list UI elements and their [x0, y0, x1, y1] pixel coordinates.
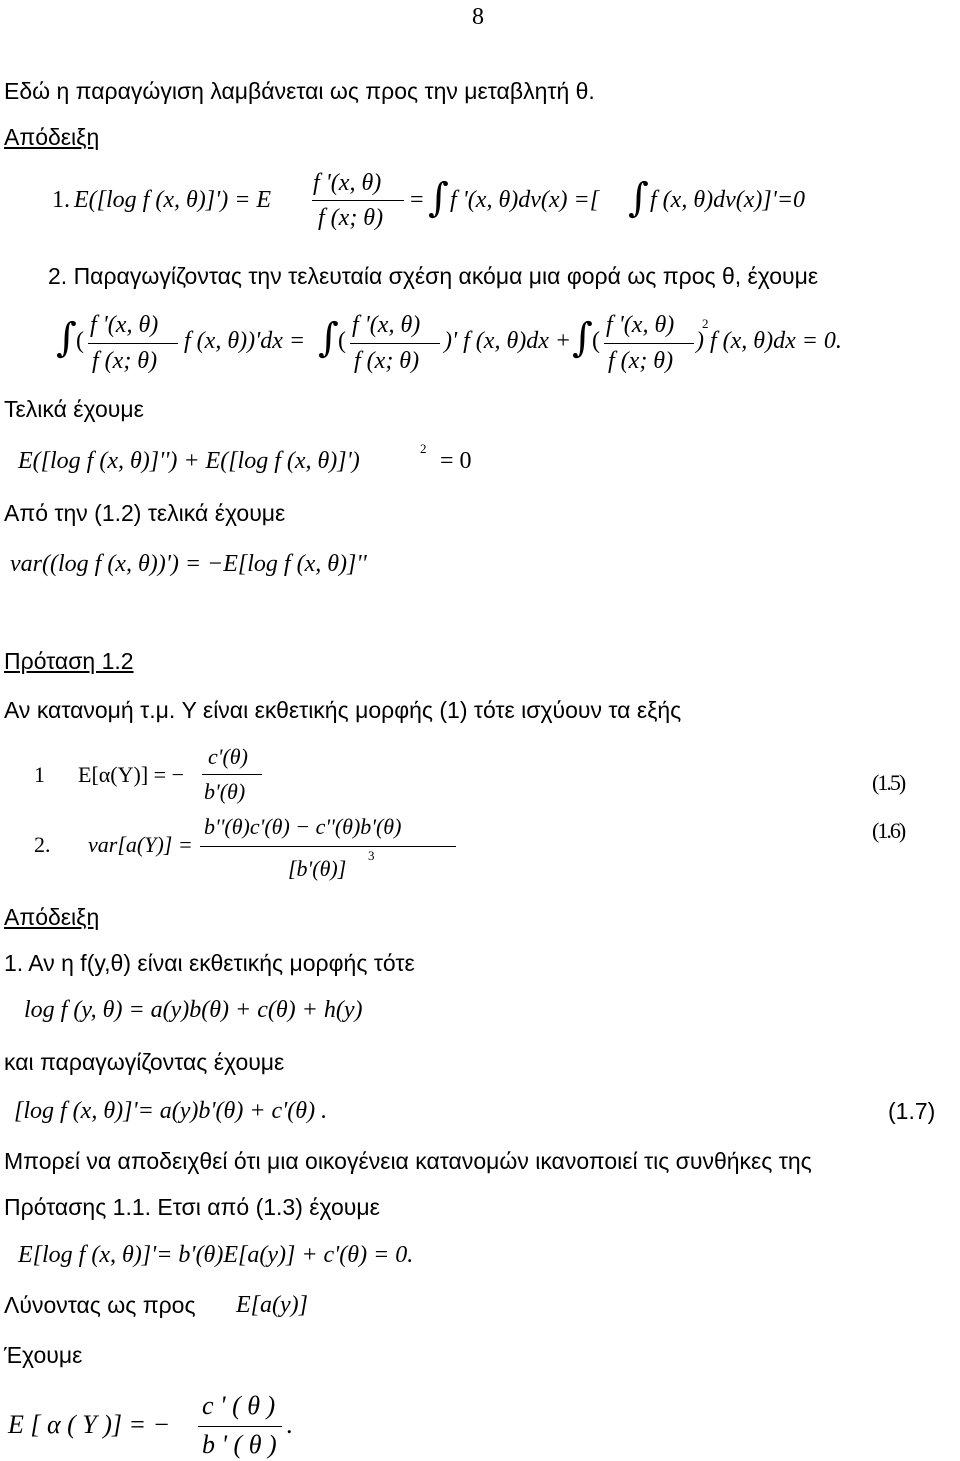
eq5-fraction-bar: [202, 774, 262, 775]
eq2-frac1-bar: [88, 343, 178, 344]
eq2-paren: (: [338, 328, 346, 354]
eq2-exponent: 2: [702, 316, 709, 331]
eq1-fraction-denominator: f (x; θ): [318, 205, 384, 231]
eq2-frac1-numerator: f '(x, θ): [90, 312, 159, 338]
equation-9: E[log f (x, θ)]'= b'(θ)E[a(y)] + c'(θ) = 0.: [18, 1242, 414, 1268]
eq2-paren: (: [76, 328, 84, 354]
page-number: 8: [472, 4, 484, 30]
integral-icon: ∫: [628, 175, 649, 221]
eq6-lhs: var[a(Y)] =: [88, 832, 193, 857]
eq5-fraction-denominator: b'(θ): [204, 779, 246, 804]
can-be-shown-text-cont: Πρότασης 1.1. Ετσι από (1.3) έχουμε: [4, 1194, 380, 1220]
eq1-lhs: E([log f (x, θ)]') = E: [74, 187, 272, 213]
proof-heading: Απόδειξη: [4, 124, 100, 150]
intro-text: Εδώ η παραγώγιση λαμβάνεται ως προς την μεταβλητή θ.: [4, 78, 595, 104]
eq2-part2: )' f (x, θ)dx +: [444, 328, 572, 354]
eq5-fraction-numerator: c'(θ): [208, 744, 248, 769]
equation-7: log f (y, θ) = a(y)b(θ) + c(θ) + h(y): [24, 997, 363, 1023]
eq2-frac1-denominator: f (x; θ): [92, 348, 158, 374]
eq2-frac2-denominator: f (x; θ): [354, 348, 420, 374]
eq6-number: 2.: [34, 832, 51, 857]
eq5-lhs: E[α(Y)] = −: [78, 762, 184, 787]
eq6-fraction-numerator: b''(θ)c'(θ) − c''(θ)b'(θ): [204, 814, 402, 839]
integral-icon: ∫: [572, 315, 593, 361]
eq1-equals: =: [410, 187, 424, 213]
eq11-fraction-bar: [198, 1426, 282, 1427]
integral-icon: ∫: [428, 175, 449, 221]
finally-text: Τελικά έχουμε: [4, 396, 144, 422]
eq3-exponent: 2: [420, 441, 427, 456]
eq3-body: E([log f (x, θ)]'') + E([log f (x, θ)]'): [18, 448, 360, 474]
eq6-fraction-denominator: [b'(θ)]: [288, 856, 347, 881]
eq2-frac2-numerator: f '(x, θ): [352, 312, 421, 338]
eq6-fraction-bar: [200, 846, 456, 847]
eq2-frac3-bar: [604, 343, 694, 344]
integral-icon: ∫: [56, 315, 77, 361]
eq2-paren: (: [592, 328, 600, 354]
item-1-text: 1. Αν η f(y,θ) είναι εκθετικής μορφής τότε: [4, 950, 415, 976]
item-2-text: 2. Παραγωγίζοντας την τελευταία σχέση ακόμα μια φορά ως προς θ, έχουμε: [48, 263, 819, 289]
eq6-tag: (1.6): [872, 818, 905, 843]
eq2-part3: ) f (x, θ)dx = 0.: [696, 328, 842, 354]
eq1-fraction-bar: [312, 200, 404, 201]
eq11-fraction-numerator: c ' ( θ ): [202, 1391, 276, 1420]
from-1-2-text: Από την (1.2) τελικά έχουμε: [4, 500, 286, 526]
can-be-shown-text: Μπορεί να αποδειχθεί ότι μια οικογένεια κατανομών ικανοποιεί τις συνθήκες της: [4, 1148, 812, 1174]
proposition-heading: Πρόταση 1.2: [4, 648, 134, 674]
eq5-number: 1: [34, 762, 45, 787]
integral-icon: ∫: [318, 315, 339, 361]
eq6-den-exponent: 3: [368, 848, 375, 863]
solving-text: Λύνοντας ως προς: [4, 1292, 196, 1318]
equation-4: var((log f (x, θ))') = −E[log f (x, θ)]'': [10, 551, 367, 577]
equation-10: E[a(y)]: [236, 1292, 308, 1318]
eq11-lhs: E [ α ( Y )] = −: [8, 1410, 171, 1439]
eq1-number: 1.: [52, 187, 70, 213]
eq2-frac3-numerator: f '(x, θ): [606, 312, 675, 338]
proposition-text: Αν κατανομή τ.μ. Y είναι εκθετικής μορφής (1) τότε ισχύουν τα εξής: [4, 697, 682, 723]
we-have-text: Έχουμε: [4, 1342, 83, 1368]
eq2-frac3-denominator: f (x; θ): [608, 348, 674, 374]
and-differentiating-text: και παραγωγίζοντας έχουμε: [4, 1049, 285, 1075]
eq1-fraction-numerator: f '(x, θ): [313, 170, 382, 196]
eq8-tag: (1.7): [888, 1098, 936, 1124]
eq11-tail: .: [286, 1410, 293, 1439]
eq8-body: [log f (x, θ)]'= a(y)b'(θ) + c'(θ) .: [14, 1098, 328, 1124]
eq1-integral-1: f '(x, θ)dv(x) =[: [450, 187, 600, 213]
proof-heading: Απόδειξη: [4, 904, 100, 930]
eq3-tail: = 0: [440, 448, 472, 474]
eq1-integral-2: f (x, θ)dv(x)]'=0: [650, 187, 806, 213]
eq2-part1: f (x, θ))'dx =: [184, 328, 306, 354]
eq5-tag: (1.5): [872, 770, 905, 795]
eq2-frac2-bar: [350, 343, 440, 344]
eq11-fraction-denominator: b ' ( θ ): [202, 1430, 277, 1459]
